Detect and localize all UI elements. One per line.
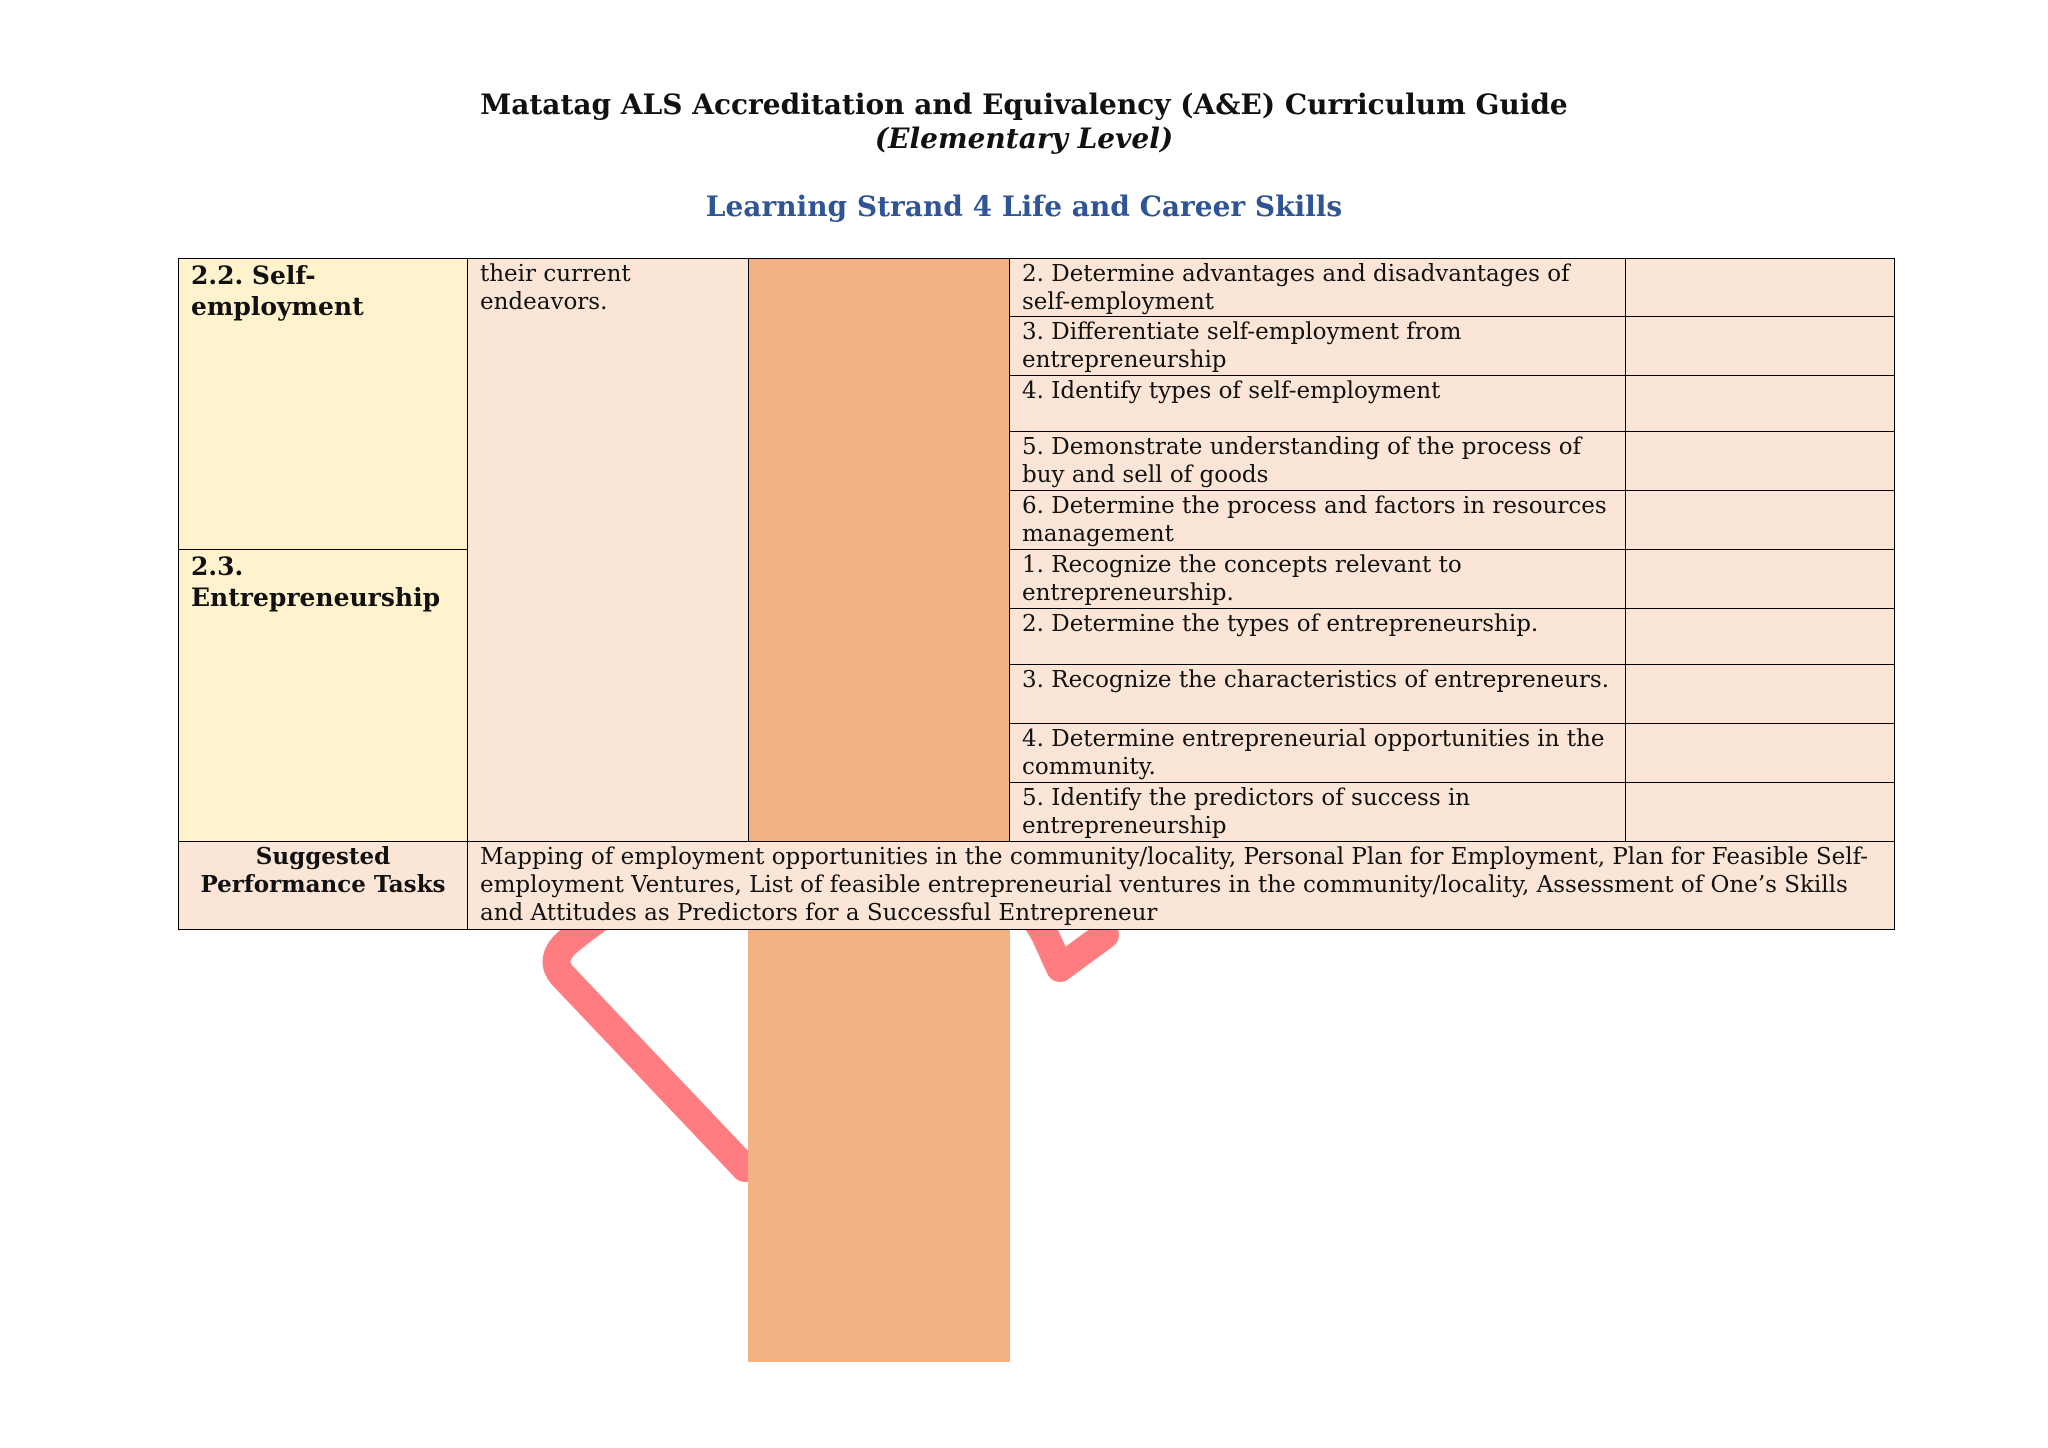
content-standard-cell: their current endeavors. (468, 259, 749, 842)
competency-cell: 4. Identify types of self-employment (1010, 376, 1626, 432)
competency-cell: 2. Determine the types of entrepreneurship. (1010, 609, 1626, 665)
topic-cell-self-employment: 2.2. Self-employment (179, 259, 468, 550)
performance-tasks-label: Suggested Performance Tasks (179, 842, 468, 930)
highlighted-column-cell (749, 259, 1010, 842)
code-cell (1626, 259, 1895, 317)
code-cell (1626, 609, 1895, 665)
competency-cell: 1. Recognize the concepts relevant to entrepreneurship. (1010, 550, 1626, 609)
competency-cell: 5. Identify the predictors of success in entrepreneurship (1010, 783, 1626, 842)
code-cell (1626, 376, 1895, 432)
page-header (0, 88, 2048, 224)
document-subtitle: (Elementary Level) (874, 122, 1174, 155)
learning-strand-title: Learning Strand 4 Life and Career Skills (705, 190, 1343, 223)
performance-tasks-text: Mapping of employment opportunities in the community/locality, Personal Plan for Employment, Plan for Feasible Self-employment Ventures, List of feasible entrepreneurial ventures in the community/locality, Assessment of One’s Skills and Attitudes as Predictors for a Successful Entrepreneur (468, 842, 1895, 930)
code-cell (1626, 665, 1895, 724)
table-row-performance-tasks (179, 842, 1895, 930)
competency-cell: 2. Determine advantages and disadvantages of self-employment (1010, 259, 1626, 317)
code-cell (1626, 317, 1895, 376)
competency-cell: 3. Differentiate self-employment from entrepreneurship (1010, 317, 1626, 376)
highlighted-column-extension (748, 930, 1010, 1362)
competency-cell: 4. Determine entrepreneurial opportunities in the community. (1010, 724, 1626, 783)
curriculum-table (178, 258, 1895, 930)
code-cell (1626, 432, 1895, 491)
competency-cell: 5. Demonstrate understanding of the process of buy and sell of goods (1010, 432, 1626, 491)
code-cell (1626, 550, 1895, 609)
topic-cell-entrepreneurship: 2.3. Entrepreneurship (179, 550, 468, 842)
competency-cell: 6. Determine the process and factors in resources management (1010, 491, 1626, 550)
code-cell (1626, 491, 1895, 550)
code-cell (1626, 783, 1895, 842)
document-title: Matatag ALS Accreditation and Equivalency (A&E) Curriculum Guide (480, 88, 1568, 121)
competency-cell: 3. Recognize the characteristics of entrepreneurs. (1010, 665, 1626, 724)
table-row (179, 259, 1895, 317)
table-row (179, 550, 1895, 609)
code-cell (1626, 724, 1895, 783)
